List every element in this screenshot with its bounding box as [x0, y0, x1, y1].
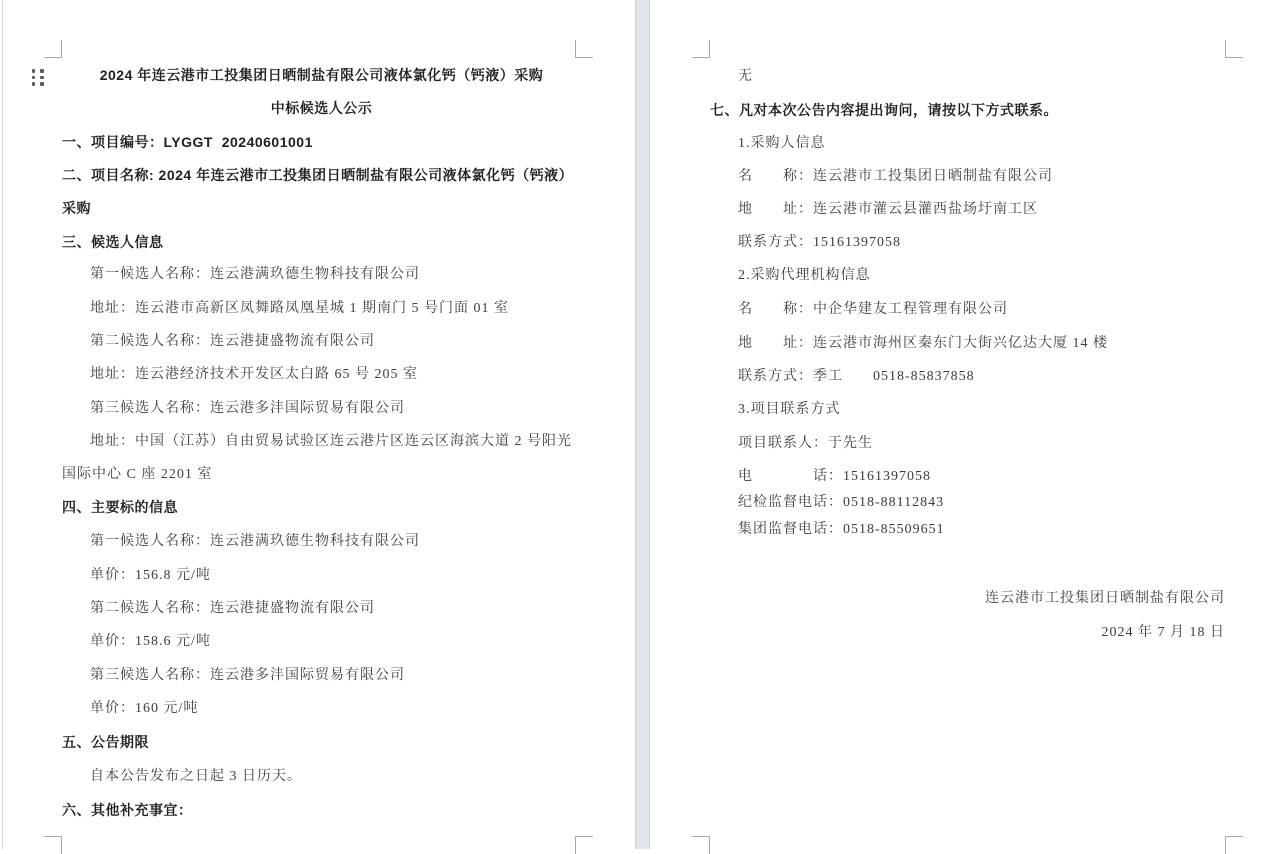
margin-corner-mark [44, 836, 62, 854]
page-gap [635, 0, 650, 849]
agency-info-heading: 2.采购代理机构信息 [738, 268, 871, 283]
margin-corner-mark [575, 836, 593, 854]
candidate-1-address: 地址：连云港市高新区凤舞路凤凰星城 1 期南门 5 号门面 01 室 [90, 301, 509, 316]
section-5-heading: 五、公告期限 [62, 734, 149, 750]
purchaser-address: 地 址：连云港市灌云县灌西盐场圩南工区 [738, 202, 1038, 217]
signature-company: 连云港市工投集团日晒制盐有限公司 [985, 591, 1225, 606]
purchaser-name: 名 称：连云港市工投集团日晒制盐有限公司 [738, 169, 1053, 184]
margin-corner-mark [692, 836, 710, 854]
bid-2-name: 第二候选人名称：连云港捷盛物流有限公司 [90, 601, 375, 616]
agency-name: 名 称：中企华建友工程管理有限公司 [738, 302, 1008, 317]
purchaser-info-heading: 1.采购人信息 [738, 136, 826, 151]
announcement-period: 自本公告发布之日起 3 日历天。 [90, 769, 302, 784]
candidate-3-address-cont: 国际中心 C 座 2201 室 [62, 467, 213, 482]
bid-3-price: 单价：160 元/吨 [90, 701, 199, 716]
section-1-project-number: 一、项目编号：LYGGT 20240601001 [62, 134, 313, 150]
paragraph-drag-handle-icon[interactable] [29, 68, 46, 87]
candidate-3-address: 地址：中国（江苏）自由贸易试验区连云港片区连云区海滨大道 2 号阳光 [90, 434, 572, 449]
agency-address: 地 址：连云港市海州区秦东门大街兴亿达大厦 14 楼 [738, 336, 1108, 351]
section-4-heading: 四、主要标的信息 [62, 499, 178, 515]
section-6-heading: 六、其他补充事宜： [62, 802, 193, 818]
discipline-phone: 纪检监督电话：0518-88112843 [738, 495, 945, 510]
margin-corner-mark [575, 40, 593, 58]
section-6-content-none: 无 [738, 69, 753, 84]
candidate-1-name: 第一候选人名称：连云港满玖德生物科技有限公司 [90, 267, 420, 282]
margin-corner-mark [44, 40, 62, 58]
doc-title-line-1: 2024 年连云港市工投集团日晒制盐有限公司液体氯化钙（钙液）采购 [99, 67, 544, 83]
document-page-2 [650, 0, 1285, 849]
bid-3-name: 第三候选人名称：连云港多沣国际贸易有限公司 [90, 668, 405, 683]
candidate-3-name: 第三候选人名称：连云港多沣国际贸易有限公司 [90, 401, 405, 416]
candidate-2-address: 地址：连云港经济技术开发区太白路 65 号 205 室 [90, 367, 418, 382]
doc-title-line-2: 中标候选人公示 [270, 100, 373, 116]
signature-date: 2024 年 7 月 18 日 [1101, 625, 1225, 640]
purchaser-contact: 联系方式：15161397058 [738, 235, 901, 250]
document-page-1 [3, 0, 635, 849]
project-contact-heading: 3.项目联系方式 [738, 402, 841, 417]
project-contact-person: 项目联系人：于先生 [738, 436, 873, 451]
margin-corner-mark [1225, 836, 1243, 854]
margin-corner-mark [692, 40, 710, 58]
agency-contact: 联系方式：季工 0518-85837858 [738, 369, 975, 384]
section-3-heading: 三、候选人信息 [62, 234, 164, 250]
candidate-2-name: 第二候选人名称：连云港捷盛物流有限公司 [90, 334, 375, 349]
section-7-heading: 七、凡对本次公告内容提出询问，请按以下方式联系。 [710, 102, 1058, 118]
bid-2-price: 单价：158.6 元/吨 [90, 634, 211, 649]
section-2-project-name: 二、项目名称: 2024 年连云港市工投集团日晒制盐有限公司液体氯化钙（钙液） [62, 167, 574, 183]
bid-1-price: 单价：156.8 元/吨 [90, 568, 211, 583]
section-2-continuation: 采购 [62, 200, 91, 216]
margin-corner-mark [1225, 40, 1243, 58]
bid-1-name: 第一候选人名称：连云港满玖德生物科技有限公司 [90, 534, 420, 549]
group-phone: 集团监督电话：0518-85509651 [738, 522, 945, 537]
project-phone: 电 话：15161397058 [738, 469, 931, 484]
